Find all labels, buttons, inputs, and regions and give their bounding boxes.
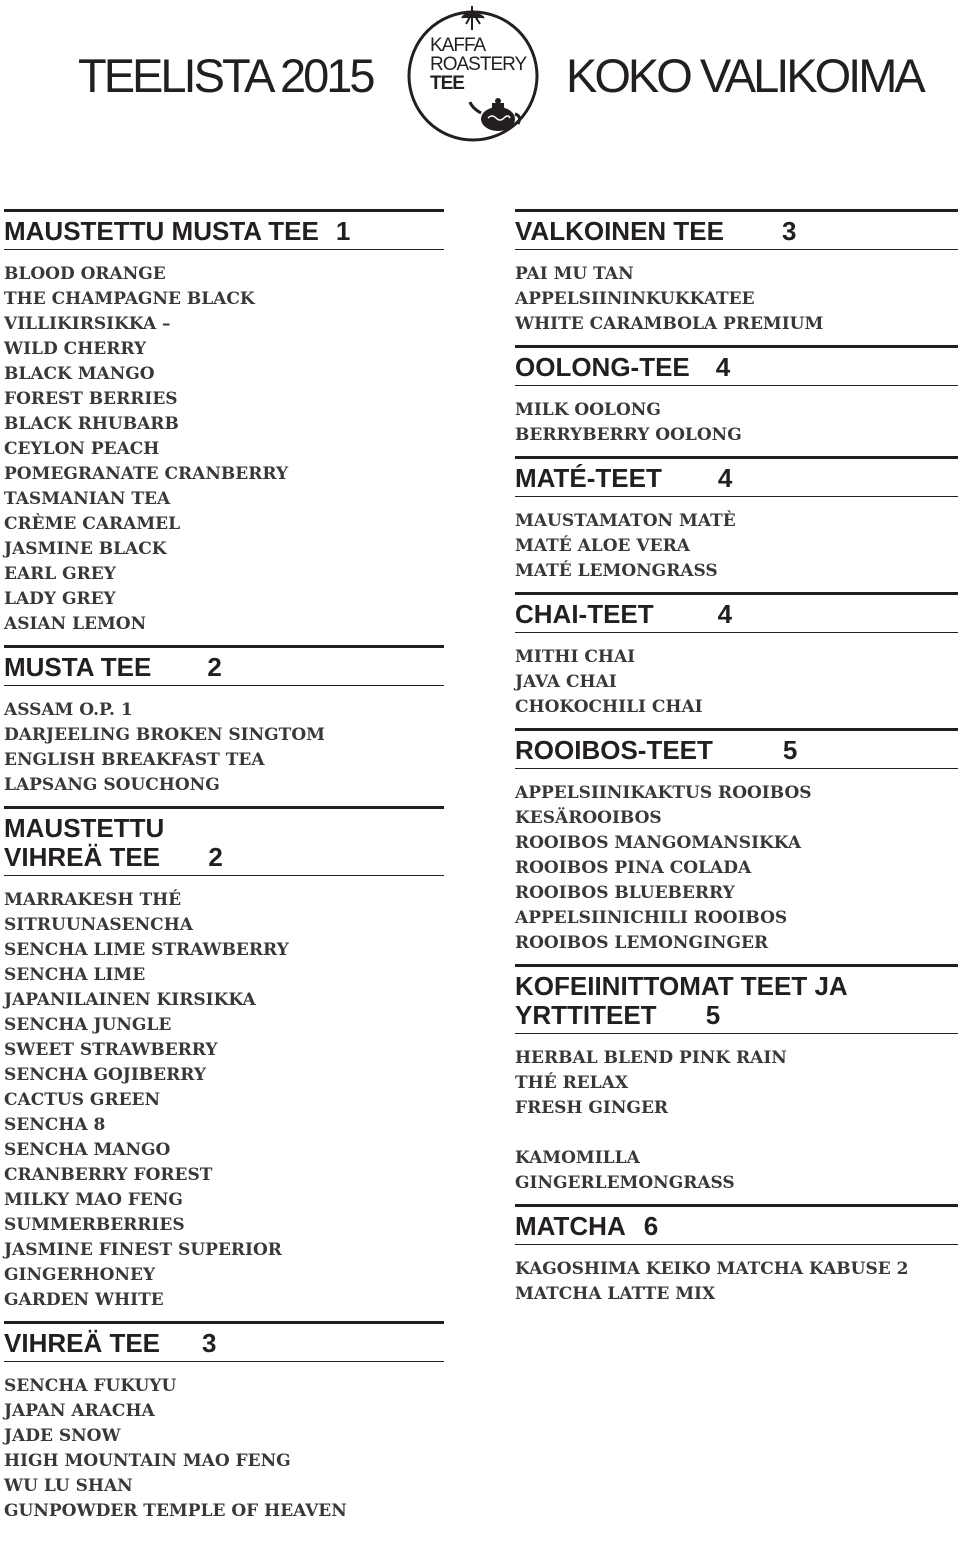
section-heading [4,809,444,876]
tea-item: JASMINE FINEST SUPERIOR [4,1240,282,1260]
tea-item: ROOIBOS LEMONGINGER [515,933,769,953]
tea-item: MILK OOLONG [515,400,661,420]
section-title: CHAI-TEET [515,599,654,629]
section-heading [4,648,444,686]
tea-item: MARRAKESH THÉ [4,890,182,910]
tea-item: APPELSIININKUKKATEE [515,289,755,309]
section-number: 3 [781,216,797,246]
tea-list [515,769,958,964]
tea-list [515,1245,958,1315]
tea-list [515,497,958,592]
tea-item: HIGH MOUNTAIN MAO FENG [4,1451,291,1471]
tea-item: LADY GREY [4,589,116,609]
section-title: MUSTA TEE [4,652,152,682]
section-heading [515,731,958,769]
tea-item: SUMMERBERRIES [4,1215,185,1235]
section-title: MAUSTETTU MUSTA TEE [4,216,319,246]
tea-item: ROOIBOS BLUEBERRY [515,883,735,903]
tea-item: DARJEELING BROKEN SINGTOM [4,725,325,745]
tea-item: EARL GREY [4,564,116,584]
section-title: MATCHA [515,1211,626,1241]
logo-text-tee: TEE [430,73,464,94]
tea-item: MATÉ LEMONGRASS [515,561,718,581]
tea-item: CRANBERRY FOREST [4,1165,213,1185]
tea-item: SENCHA LIME [4,965,146,985]
tea-item: MATCHA LATTE MIX [515,1284,716,1304]
tea-item: CEYLON PEACH [4,439,160,459]
logo-text-kaffa: KAFFA [430,35,486,56]
section-rooibos-teet [515,728,958,964]
tea-item: SENCHA LIME STRAWBERRY [4,940,289,960]
tea-item: MATÉ ALOE VERA [515,536,690,556]
tea-item: KAGOSHIMA KEIKO MATCHA KABUSE 2 [515,1259,909,1279]
tea-item: THE CHAMPAGNE BLACK [4,289,255,309]
tea-item: GINGERHONEY [4,1265,156,1285]
page-title-right: KOKO VALIKOIMA [566,49,923,102]
tea-list [515,633,958,728]
section-matcha [515,1204,958,1315]
logo-emblem [400,0,546,152]
tea-item: CRÈME CARAMEL [4,514,181,534]
tea-item: VILLIKIRSIKKA – [4,314,171,334]
tea-item: SENCHA MANGO [4,1140,171,1160]
tea-item: SENCHA FUKUYU [4,1376,177,1396]
section-number: 1 [335,216,351,246]
tea-item: CHOKOCHILI CHAI [515,697,703,717]
tea-item: FRESH GINGER [515,1098,669,1118]
right-column [515,209,958,1315]
tea-item: TASMANIAN TEA [4,489,171,509]
tea-item: JAVA CHAI [515,672,617,692]
tea-item: BERRYBERRY OOLONG [515,425,742,445]
tea-item: ROOIBOS PINA COLADA [515,858,752,878]
section-maustettu-musta-tee [4,209,444,645]
tea-item: WILD CHERRY [4,339,147,359]
section-heading [515,212,958,250]
tea-item: PAI MU TAN [515,264,634,284]
tea-item: THÉ RELAX [515,1073,629,1093]
section-number: 6 [643,1211,659,1241]
tea-item: SENCHA 8 [4,1115,106,1135]
section-number: 4 [717,463,733,493]
tea-item: SENCHA GOJIBERRY [4,1065,206,1085]
tea-item: MILKY MAO FENG [4,1190,183,1210]
section-number: 4 [715,352,731,382]
tea-item: BLACK MANGO [4,364,155,384]
page-title-left: TEELISTA 2015 [78,49,373,102]
tea-item: WU LU SHAN [4,1476,133,1496]
tea-item: LAPSANG SOUCHONG [4,775,220,795]
tea-item: WHITE CARAMBOLA PREMIUM [515,314,824,334]
tea-list [4,1362,444,1532]
section-maustettu-vihrea-tee [4,806,444,1321]
tea-item: SITRUUNASENCHA [4,915,193,935]
tea-item: ASSAM O.P. 1 [4,700,133,720]
tea-item: SWEET STRAWBERRY [4,1040,218,1060]
tea-item: CACTUS GREEN [4,1090,161,1110]
section-oolong-tee [515,345,958,456]
section-kofeiinittomat-teet [515,964,958,1204]
section-number: 4 [717,599,733,629]
tea-list [4,876,444,1321]
tea-item: MAUSTAMATON MATÈ [515,511,736,531]
tea-list [4,250,444,645]
tea-item: APPELSIINIKAKTUS ROOIBOS [515,783,812,803]
section-number: 2 [207,652,222,682]
section-title: MATÉ-TEET [515,463,662,493]
section-title: VALKOINEN TEE [515,216,724,246]
section-number: 5 [705,1000,721,1030]
section-number: 3 [202,1328,217,1358]
section-title: OOLONG-TEE [515,352,690,382]
section-valkoinen-tee [515,209,958,345]
tea-item: BLOOD ORANGE [4,264,166,284]
section-heading [515,459,958,497]
section-heading [4,1324,444,1362]
section-number: 2 [208,842,223,872]
tea-item: FOREST BERRIES [4,389,178,409]
section-title: KOFEIINITTOMAT TEET JA YRTTITEET [515,971,848,1030]
tea-item: JADE SNOW [4,1426,121,1446]
tea-item: KESÄROOIBOS [515,808,662,828]
section-mate-teet [515,456,958,592]
tea-item: POMEGRANATE CRANBERRY [4,464,289,484]
section-heading [515,967,958,1034]
section-number: 5 [782,735,798,765]
section-heading [515,595,958,633]
tea-list [515,250,958,345]
tea-item: BLACK RHUBARB [4,414,179,434]
section-heading [4,212,444,250]
tea-item: JAPANILAINEN KIRSIKKA [4,990,256,1010]
section-vihrea-tee [4,1321,444,1532]
tea-item: ASIAN LEMON [4,614,147,634]
tea-list [4,686,444,806]
tea-item: JASMINE BLACK [4,539,167,559]
tea-item: MITHI CHAI [515,647,636,667]
tea-item: KAMOMILLA [515,1148,640,1168]
tea-item: ENGLISH BREAKFAST TEA [4,750,265,770]
tea-item: GUNPOWDER TEMPLE OF HEAVEN [4,1501,347,1521]
section-chai-teet [515,592,958,728]
section-title: MAUSTETTU VIHREÄ TEE [4,813,165,872]
tea-item: HERBAL BLEND PINK RAIN [515,1048,787,1068]
section-title: ROOIBOS-TEET [515,735,713,765]
tea-item: GARDEN WHITE [4,1290,164,1310]
section-heading [515,1207,958,1245]
kaffa-roastery-logo [400,0,546,152]
left-column [4,209,444,1532]
tea-list [515,386,958,456]
tea-item: APPELSIINICHILI ROOIBOS [515,908,788,928]
section-heading [515,348,958,386]
tea-list [515,1034,958,1204]
logo-text-roastery: ROASTERY [430,54,527,75]
tea-item: JAPAN ARACHA [4,1401,155,1421]
tea-item: GINGERLEMONGRASS [515,1173,735,1193]
section-musta-tee [4,645,444,806]
tea-item: ROOIBOS MANGOMANSIKKA [515,833,802,853]
section-title: VIHREÄ TEE [4,1328,161,1358]
tea-item: SENCHA JUNGLE [4,1015,172,1035]
